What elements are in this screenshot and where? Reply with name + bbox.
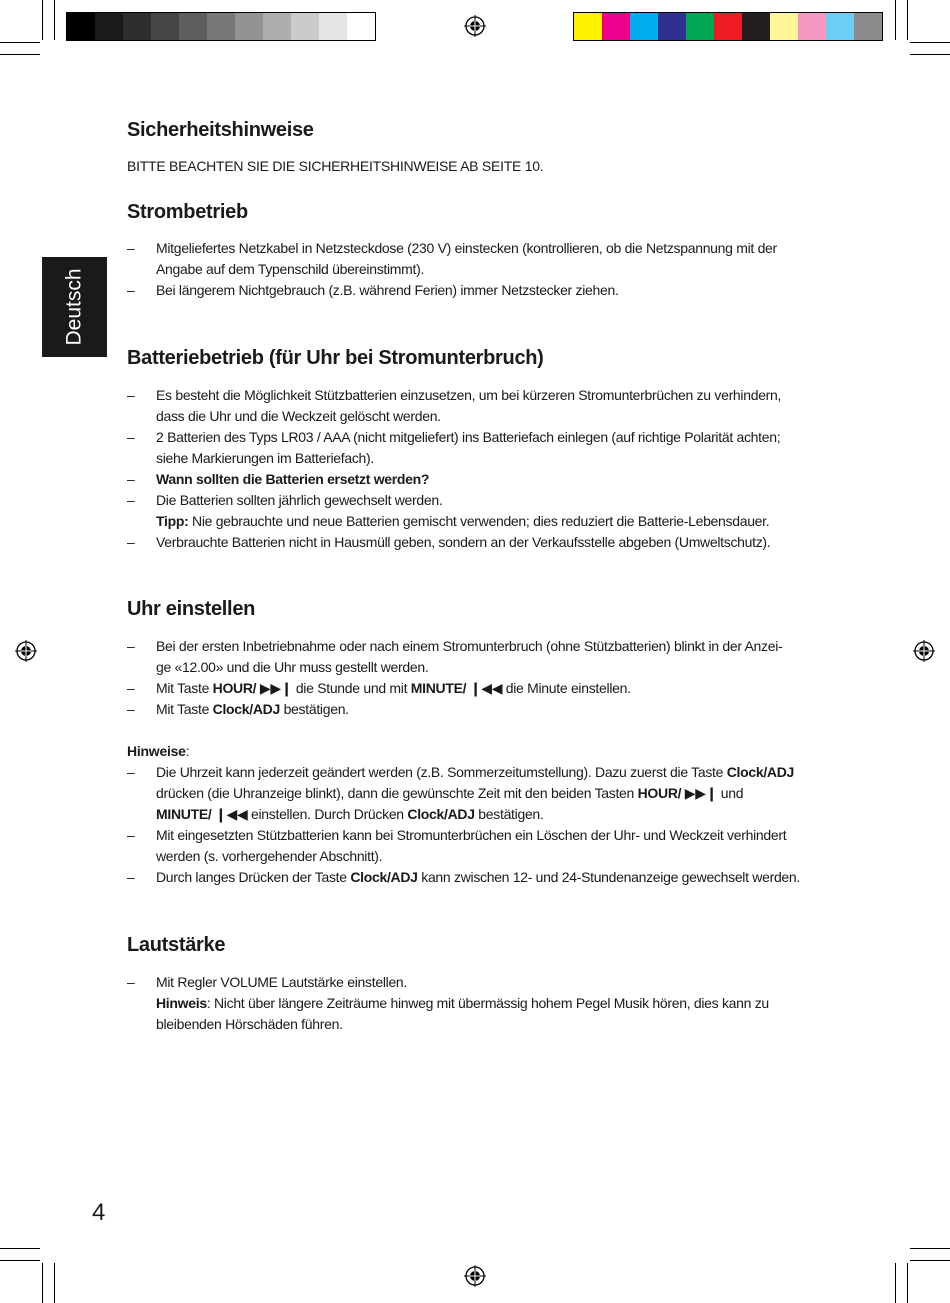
color-swatch <box>95 13 123 40</box>
section-title-volume: Lautstärke <box>127 934 226 956</box>
list-item: – Bei längerem Nichtgebrauch (z.B. während Ferien) immer Netzstecker ziehen. <box>127 280 847 301</box>
color-swatch <box>574 13 602 40</box>
battery-list <box>127 385 847 553</box>
color-swatch <box>263 13 291 40</box>
registration-mark-icon <box>15 640 37 662</box>
color-swatch <box>770 13 798 40</box>
list-item: – Mitgeliefertes Netzkabel in Netzsteckdose (230 V) einstecken (kontrollieren, ob die Netzspannung mit der Angabe auf dem Typenschild übereinstimmt). <box>127 238 847 280</box>
language-tab-label: Deutsch <box>62 268 86 346</box>
list-item: – Mit Taste HOUR/ ▶▶❙ die Stunde und mit MINUTE/ ❙◀◀ die Minute einstellen. <box>127 678 847 699</box>
page-number: 4 <box>92 1199 106 1226</box>
tip-line: Tipp: Nie gebrauchte und neue Batterien gemischt verwenden; dies reduziert die Batterie-Lebensdauer. <box>156 513 770 529</box>
section-title-safety: Sicherheitshinweise <box>127 119 314 141</box>
registration-mark-icon <box>913 640 935 662</box>
list-item: – Die Batterien sollten jährlich gewechselt werden. Tipp: Nie gebrauchte und neue Batterien gemischt verwenden; dies reduziert die Batterie-Lebensdauer. <box>127 490 847 532</box>
color-swatch <box>123 13 151 40</box>
list-item: – Durch langes Drücken der Taste Clock/ADJ kann zwischen 12- und 24-Stundenanzeige gewechselt werden. <box>127 867 847 888</box>
color-swatch <box>151 13 179 40</box>
list-item: – Die Uhrzeit kann jederzeit geändert werden (z.B. Sommerzeitumstellung). Dazu zuerst die Taste Clock/ADJ drücken (die Uhranzeige blinkt), dann die gewünschte Zeit mit den beiden Tasten HOUR/ ▶▶❙ und MINUTE/ ❙◀◀ einstellen. Durch Drücken Clock/ADJ bestätigen. <box>127 762 847 825</box>
list-item: – Verbrauchte Batterien nicht in Hausmüll geben, sondern an der Verkaufsstelle abgeben (Umweltschutz). <box>127 532 847 553</box>
list-item: – Es besteht die Möglichkeit Stützbatterien einzusetzen, um bei kürzeren Stromunterbrüchen zu verhindern, dass die Uhr und die Weckzeit gelöscht werden. <box>127 385 847 427</box>
color-swatch <box>235 13 263 40</box>
color-swatch <box>798 13 826 40</box>
color-swatch <box>854 13 882 40</box>
registration-mark-icon <box>464 1265 486 1287</box>
color-swatch <box>658 13 686 40</box>
list-item: – Mit Regler VOLUME Lautstärke einstellen. Hinweis: Nicht über längere Zeiträume hinweg mit übermässig hohem Pegel Musik hören, dies kann zu bleibenden Hörschäden führen. <box>127 972 847 1035</box>
list-item: – Mit eingesetzten Stützbatterien kann bei Stromunterbrüchen ein Löschen der Uhr- und Weckzeit verhindert werden (s. vorhergehender Abschnitt). <box>127 825 847 867</box>
list-item: – 2 Batterien des Typs LR03 / AAA (nicht mitgeliefert) ins Batteriefach einlegen (auf richtige Polarität achten; siehe Markierungen im Batteriefach). <box>127 427 847 469</box>
color-swatch <box>686 13 714 40</box>
color-swatch <box>347 13 375 40</box>
color-swatch <box>291 13 319 40</box>
safety-text: BITTE BEACHTEN SIE DIE SICHERHEITSHINWEISE AB SEITE 10. <box>127 158 544 174</box>
color-swatch <box>630 13 658 40</box>
list-item: – Mit Taste Clock/ADJ bestätigen. <box>127 699 847 720</box>
color-swatch <box>179 13 207 40</box>
color-swatch <box>319 13 347 40</box>
list-item: – Wann sollten die Batterien ersetzt werden? <box>127 469 847 490</box>
notes-heading: Hinweise: <box>127 743 190 759</box>
color-swatch <box>602 13 630 40</box>
grayscale-color-bar <box>66 12 376 41</box>
clock-notes-list <box>127 762 847 888</box>
section-title-battery: Batteriebetrieb (für Uhr bei Stromunterbruch) <box>127 347 544 369</box>
color-swatch <box>826 13 854 40</box>
color-swatch <box>742 13 770 40</box>
minute-key-label: MINUTE/ ❙◀◀ <box>410 680 503 696</box>
clock-list <box>127 636 847 720</box>
hour-key-label: HOUR/ ▶▶❙ <box>212 680 293 696</box>
language-tab <box>42 257 107 357</box>
registration-mark-icon <box>464 15 486 37</box>
section-title-mains: Strombetrieb <box>127 201 248 223</box>
list-item: – Bei der ersten Inbetriebnahme oder nach einem Stromunterbruch (ohne Stützbatterien) blinkt in der Anzei- ge «12.00» und die Uhr muss gestellt werden. <box>127 636 847 678</box>
hint-label: Hinweis <box>156 995 207 1011</box>
process-color-bar <box>573 12 883 41</box>
volume-list <box>127 972 847 1035</box>
color-swatch <box>207 13 235 40</box>
tip-label: Tipp: <box>156 513 189 529</box>
section-title-clock: Uhr einstellen <box>127 598 256 620</box>
color-swatch <box>714 13 742 40</box>
mains-list <box>127 238 847 301</box>
clock-adj-key-label: Clock/ADJ <box>212 701 280 717</box>
color-swatch <box>67 13 95 40</box>
